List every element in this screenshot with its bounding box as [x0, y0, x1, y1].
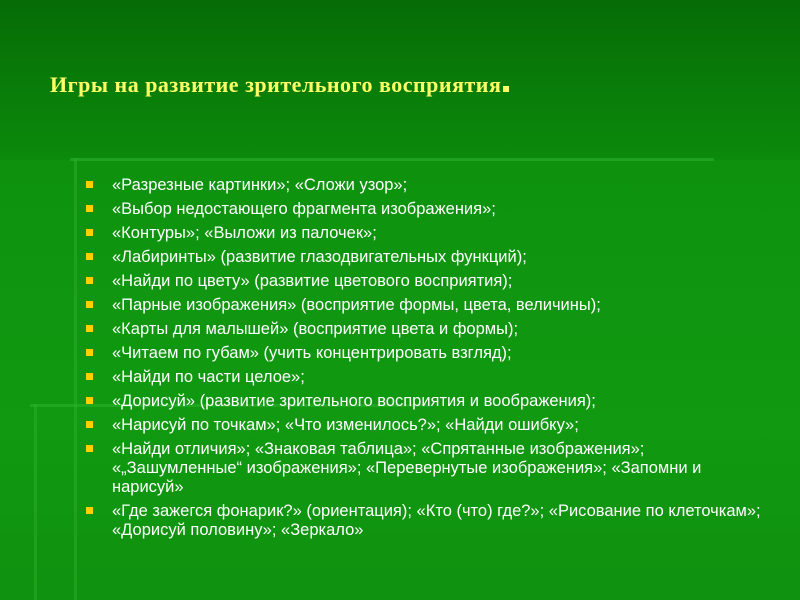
games-list	[86, 176, 776, 545]
bullet-icon	[86, 349, 93, 356]
list-item: «Лабиринты» (развитие глазодвигательных функций);	[86, 248, 776, 267]
bullet-icon	[86, 373, 93, 380]
bullet-icon	[86, 301, 93, 308]
list-item: «Найди по цвету» (развитие цветового восприятия);	[86, 272, 776, 291]
list-item: «Где зажегся фонарик?» (ориентация); «Кто (что) где?»; «Рисование по клеточкам»; «Дорисуй половину»; «Зеркало»	[86, 502, 776, 540]
bullet-icon	[86, 445, 93, 452]
bullet-icon	[86, 205, 93, 212]
bullet-icon	[86, 421, 93, 428]
decorative-line	[70, 158, 714, 161]
list-item: «Выбор недостающего фрагмента изображения»;	[86, 200, 776, 219]
bullet-icon	[86, 507, 93, 514]
list-item: «Разрезные картинки»; «Сложи узор»;	[86, 176, 776, 195]
decorative-line	[34, 404, 37, 600]
list-item: «Найди по части целое»;	[86, 368, 776, 387]
decorative-line	[74, 158, 77, 600]
bullet-icon	[86, 397, 93, 404]
list-item: «Карты для малышей» (восприятие цвета и формы);	[86, 320, 776, 339]
bullet-icon	[86, 229, 93, 236]
slide-title	[50, 72, 509, 98]
list-item: «Найди отличия»; «Знаковая таблица»; «Спрятанные изображения»; «„Зашумленные“ изображения»; «Перевернутые изображения»; «Запомни и нарисуй»	[86, 440, 776, 497]
list-item: «Парные изображения» (восприятие формы, цвета, величины);	[86, 296, 776, 315]
slide-title-text: Игры на развитие зрительного восприятия	[50, 72, 502, 97]
list-item: «Нарисуй по точкам»; «Что изменилось?»; «Найди ошибку»;	[86, 416, 776, 435]
bullet-icon	[86, 277, 93, 284]
list-item: «Контуры»; «Выложи из палочек»;	[86, 224, 776, 243]
list-item: «Читаем по губам» (учить концентрировать взгляд);	[86, 344, 776, 363]
bullet-icon	[86, 253, 93, 260]
bullet-icon	[86, 181, 93, 188]
list-item: «Дорисуй» (развитие зрительного восприятия и воображения);	[86, 392, 776, 411]
title-dot	[503, 86, 509, 92]
bullet-icon	[86, 325, 93, 332]
